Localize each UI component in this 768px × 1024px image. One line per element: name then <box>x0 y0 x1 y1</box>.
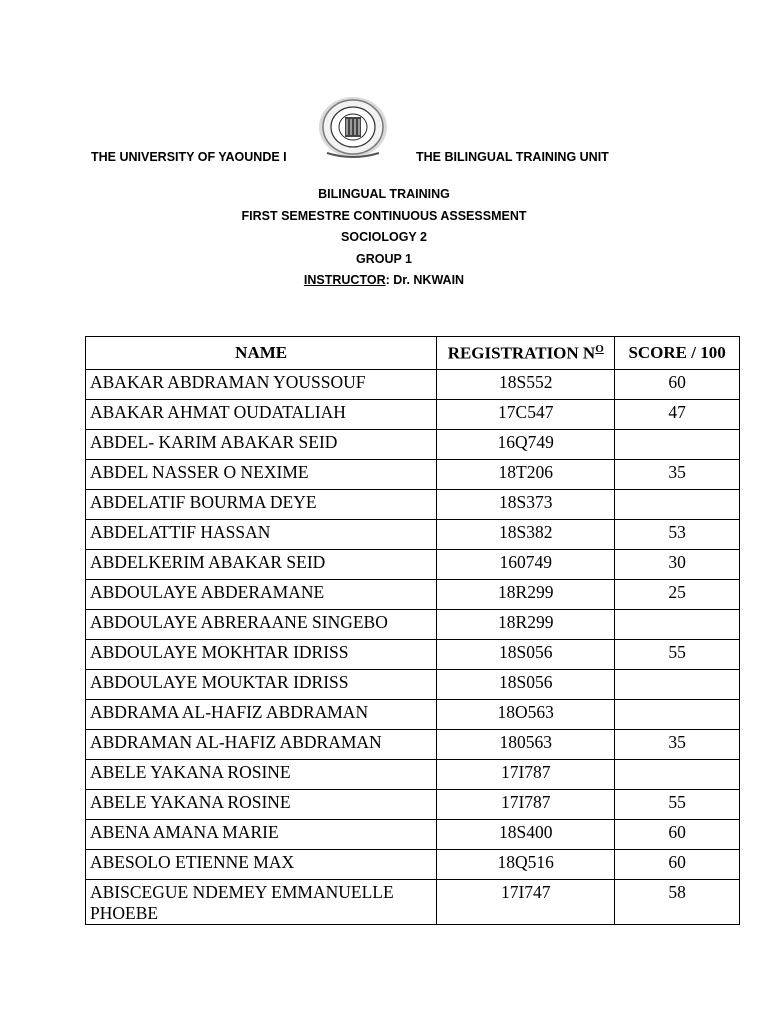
score-cell <box>615 760 740 790</box>
registration-number-cell: 18S382 <box>437 520 615 550</box>
student-name-cell: ABDRAMA AL-HAFIZ ABDRAMAN <box>86 700 437 730</box>
student-name-cell: ABDOULAYE MOUKTAR IDRISS <box>86 670 437 700</box>
score-cell: 30 <box>615 550 740 580</box>
registration-number-cell: 17C547 <box>437 400 615 430</box>
university-seal-icon <box>317 95 389 163</box>
table-row <box>86 880 740 925</box>
registration-number-cell: 17I787 <box>437 760 615 790</box>
registration-number-cell: 17I787 <box>437 790 615 820</box>
instructor-label: INSTRUCTOR <box>303 273 386 287</box>
group-title: GROUP 1 <box>355 251 413 266</box>
table-row <box>86 640 740 670</box>
score-cell <box>615 430 740 460</box>
table-row <box>86 730 740 760</box>
registration-header-label: REGISTRATION N <box>447 343 596 363</box>
student-name-cell: ABELE YAKANA ROSINE <box>86 790 437 820</box>
student-name-cell: ABDOULAYE ABRERAANE SINGEBO <box>86 610 437 640</box>
score-cell: 60 <box>615 820 740 850</box>
student-name-cell: ABDEL- KARIM ABAKAR SEID <box>86 430 437 460</box>
course-title: SOCIOLOGY 2 <box>341 230 427 244</box>
training-unit-name: THE BILINGUAL TRAINING UNIT <box>416 150 609 164</box>
instructor-value: : Dr. NKWAIN <box>385 273 465 287</box>
student-name-cell: ABDRAMAN AL-HAFIZ ABDRAMAN <box>86 730 437 760</box>
student-name-cell: ABISCEGUE NDEMEY EMMANUELLE PHOEBE <box>86 880 437 925</box>
score-cell <box>615 490 740 520</box>
student-name-cell: ABESOLO ETIENNE MAX <box>86 850 437 880</box>
column-header-registration <box>437 337 615 370</box>
score-cell <box>615 610 740 640</box>
table-row <box>86 670 740 700</box>
registration-number-cell: 18S552 <box>437 370 615 400</box>
registration-number-cell: 18S056 <box>437 670 615 700</box>
registration-number-cell: 180563 <box>437 730 615 760</box>
university-name: THE UNIVERSITY OF YAOUNDE I <box>91 150 287 164</box>
instructor-line <box>0 270 768 292</box>
score-cell: 58 <box>615 880 740 925</box>
registration-number-cell: 17I747 <box>437 880 615 925</box>
score-cell: 53 <box>615 520 740 550</box>
column-header-score: SCORE / 100 <box>615 337 740 370</box>
table-row <box>86 490 740 520</box>
registration-number-cell: 18R299 <box>437 610 615 640</box>
score-cell: 55 <box>615 790 740 820</box>
student-name-cell: ABENA AMANA MARIE <box>86 820 437 850</box>
scores-table <box>85 336 740 925</box>
table-header-row <box>86 337 740 370</box>
table-row <box>86 700 740 730</box>
student-name-cell: ABDEL NASSER O NEXIME <box>86 460 437 490</box>
table-row <box>86 820 740 850</box>
assessment-title: FIRST SEMESTRE CONTINUOUS ASSESSMENT <box>241 208 527 223</box>
score-cell: 60 <box>615 850 740 880</box>
score-cell: 35 <box>615 730 740 760</box>
table-row <box>86 610 740 640</box>
score-cell: 55 <box>615 640 740 670</box>
table-row <box>86 580 740 610</box>
registration-number-cell: 18R299 <box>437 580 615 610</box>
score-cell: 60 <box>615 370 740 400</box>
document-title-block <box>0 184 768 292</box>
student-name-cell: ABDOULAYE ABDERAMANE <box>86 580 437 610</box>
registration-number-cell: 18S056 <box>437 640 615 670</box>
student-name-cell: ABELE YAKANA ROSINE <box>86 760 437 790</box>
registration-number-cell: 18S373 <box>437 490 615 520</box>
registration-number-cell: 18T206 <box>437 460 615 490</box>
student-name-cell: ABDELKERIM ABAKAR SEID <box>86 550 437 580</box>
registration-header-superscript: O <box>595 342 604 355</box>
student-name-cell: ABDOULAYE MOKHTAR IDRISS <box>86 640 437 670</box>
table-row <box>86 400 740 430</box>
student-name-cell: ABDELATTIF HASSAN <box>86 520 437 550</box>
program-title: BILINGUAL TRAINING <box>318 187 450 201</box>
table-row <box>86 760 740 790</box>
student-name-cell: ABAKAR ABDRAMAN YOUSSOUF <box>86 370 437 400</box>
student-name-cell: ABDELATIF BOURMA DEYE <box>86 490 437 520</box>
table-row <box>86 520 740 550</box>
registration-number-cell: 18S400 <box>437 820 615 850</box>
registration-number-cell: 18O563 <box>437 700 615 730</box>
table-row <box>86 790 740 820</box>
student-name-cell: ABAKAR AHMAT OUDATALIAH <box>86 400 437 430</box>
registration-number-cell: 18Q516 <box>437 850 615 880</box>
score-cell <box>615 700 740 730</box>
registration-number-cell: 160749 <box>437 550 615 580</box>
table-row <box>86 550 740 580</box>
column-header-name: NAME <box>86 337 437 370</box>
registration-number-cell: 16Q749 <box>437 430 615 460</box>
score-cell <box>615 670 740 700</box>
table-row <box>86 460 740 490</box>
score-cell: 47 <box>615 400 740 430</box>
table-row <box>86 430 740 460</box>
table-row <box>86 850 740 880</box>
table-row <box>86 370 740 400</box>
score-cell: 25 <box>615 580 740 610</box>
score-cell: 35 <box>615 460 740 490</box>
